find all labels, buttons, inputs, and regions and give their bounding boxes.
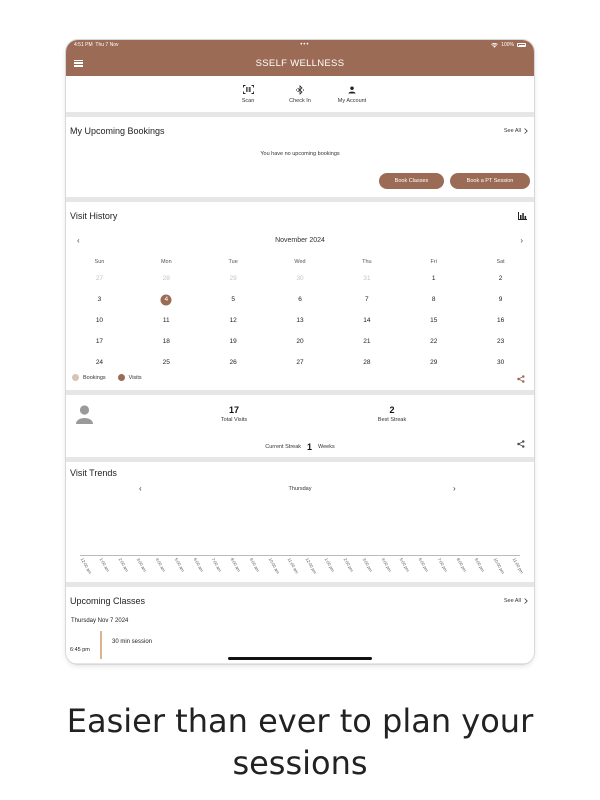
best-streak-stat (362, 405, 422, 423)
calendar-day[interactable] (66, 289, 133, 310)
calendar-day[interactable] (66, 268, 133, 289)
weekday-header (66, 256, 534, 268)
weekday-label: Wed (294, 259, 306, 265)
calendar-day[interactable] (333, 352, 400, 373)
legend-visits-label: Visits (128, 374, 142, 381)
calendar-day[interactable] (400, 289, 467, 310)
calendar-day[interactable] (133, 268, 200, 289)
trend-time-tick: 9:00 am (248, 557, 261, 573)
calendar-day[interactable] (200, 331, 267, 352)
calendar-day[interactable] (467, 289, 534, 310)
legend-visits (118, 374, 142, 381)
trend-time-tick: 12:00 pm (305, 557, 319, 575)
calendar-day[interactable] (467, 352, 534, 373)
calendar-day[interactable] (267, 289, 334, 310)
weekday-label: Mon (160, 259, 172, 265)
visit-history-title: Visit History (70, 211, 118, 221)
share-streak-icon[interactable] (517, 440, 525, 448)
calendar-day[interactable] (200, 310, 267, 331)
legend-bookings-label: Bookings (83, 374, 106, 381)
visit-stats-card (66, 395, 534, 457)
trend-time-tick: 3:00 am (136, 557, 148, 573)
day-number: 18 (162, 338, 170, 345)
day-number: 11 (162, 317, 170, 324)
day-number: 5 (231, 296, 235, 303)
battery-icon (517, 43, 526, 47)
day-number: 3 (97, 296, 102, 303)
current-streak (66, 442, 534, 452)
bookings-swatch (72, 374, 79, 381)
calendar-day[interactable] (400, 268, 467, 289)
calendar-day[interactable] (267, 268, 334, 289)
day-number: 27 (296, 359, 304, 366)
current-streak-unit: Weeks (318, 444, 335, 450)
trend-time-tick: 10:00 am (267, 557, 281, 575)
bluetooth-icon (295, 85, 305, 95)
classes-see-all-link[interactable] (504, 598, 528, 604)
book-pt-session-button[interactable]: Book a PT Session (450, 173, 530, 189)
class-date: Thursday Nov 7 2024 (71, 618, 129, 624)
barcode-scan-icon (243, 85, 254, 94)
trend-time-tick: 1:00 pm (323, 557, 336, 573)
upcoming-classes-title: Upcoming Classes (70, 596, 146, 606)
bookings-see-all-link[interactable] (504, 128, 528, 134)
calendar-week (66, 268, 534, 289)
visit-trends-card (66, 462, 534, 582)
calendar-day[interactable] (400, 310, 467, 331)
calendar-day[interactable] (66, 310, 133, 331)
calendar-day[interactable] (467, 310, 534, 331)
menu-icon[interactable] (74, 60, 83, 67)
trend-time-tick: 2:00 pm (342, 557, 355, 573)
bookings-see-all-label: See All (503, 128, 521, 134)
day-number: 22 (430, 338, 438, 345)
chevron-right-icon (524, 128, 528, 134)
day-number: 6 (298, 296, 302, 303)
trend-time-tick: 1:00 am (98, 557, 111, 573)
app-title: SSELF WELLNESS (255, 57, 345, 69)
calendar-day[interactable] (333, 289, 400, 310)
total-visits-value: 17 (228, 405, 239, 415)
my-account-label: My Account (337, 97, 367, 104)
day-number: 12 (229, 317, 237, 324)
day-number: 21 (363, 338, 371, 345)
wifi-icon (491, 43, 498, 48)
trends-day-label: Thursday (288, 486, 312, 492)
calendar-day[interactable] (133, 310, 200, 331)
legend-bookings (72, 374, 106, 381)
visits-swatch (118, 374, 125, 381)
calendar-day[interactable] (467, 268, 534, 289)
check-in-button[interactable] (280, 85, 320, 104)
calendar-day[interactable] (400, 331, 467, 352)
quick-actions (66, 76, 534, 112)
trend-time-tick: 8:00 pm (455, 557, 468, 573)
class-time: 6:45 pm (70, 647, 90, 653)
day-number: 17 (95, 338, 104, 345)
month-navigation (66, 236, 534, 246)
trend-time-tick: 3:00 pm (361, 557, 374, 573)
total-visits-stat (204, 405, 264, 423)
day-number: 14 (363, 317, 371, 324)
scan-label: Scan (241, 97, 255, 104)
calendar-day[interactable] (333, 268, 400, 289)
day-number: 1 (431, 275, 436, 282)
best-streak-value: 2 (389, 405, 395, 415)
day-number: 8 (431, 296, 436, 303)
my-account-button[interactable] (332, 85, 372, 104)
trend-time-tick: 12:00 am (79, 557, 93, 575)
check-in-label: Check In (289, 97, 311, 104)
day-number: 20 (296, 338, 304, 345)
calendar-day[interactable] (200, 268, 267, 289)
upcoming-bookings-card (66, 117, 534, 197)
trend-time-tick: 11:00 pm (511, 557, 525, 575)
day-number: 7 (365, 296, 369, 303)
current-streak-label: Current Streak (265, 444, 302, 450)
multitask-dots-icon: ••• (300, 42, 310, 48)
upcoming-classes-card (66, 587, 534, 663)
day-number: 26 (229, 359, 237, 366)
trend-time-tick: 10:00 pm (492, 557, 506, 575)
total-visits-label: Total Visits (220, 417, 248, 423)
calendar-day[interactable] (333, 310, 400, 331)
app-bar (66, 50, 534, 76)
status-right (491, 42, 526, 48)
day-number: 28 (162, 275, 170, 282)
day-number: 25 (162, 359, 170, 366)
weekday-label: Thu (362, 259, 372, 265)
calendar-day[interactable] (400, 352, 467, 373)
trend-time-tick: 6:00 am (192, 557, 205, 573)
calendar-day[interactable] (200, 352, 267, 373)
share-icon[interactable] (517, 375, 525, 383)
bar-chart-icon[interactable] (518, 212, 527, 220)
current-streak-value: 1 (307, 442, 313, 452)
status-time: 4:51 PM (74, 42, 93, 48)
trend-time-tick: 4:00 pm (380, 557, 393, 573)
calendar-week (66, 289, 534, 310)
day-number: 2 (498, 275, 503, 282)
calendar-day[interactable] (333, 331, 400, 352)
calendar-legend (72, 374, 142, 381)
no-bookings-message: You have no upcoming bookings (260, 151, 340, 157)
day-number: 16 (496, 317, 505, 324)
visit-trends-title: Visit Trends (70, 468, 117, 478)
month-label: November 2024 (275, 237, 325, 244)
battery-percent: 100% (501, 42, 514, 48)
caption-line-2: sessions (232, 744, 368, 782)
tablet-screen (66, 40, 534, 664)
calendar-day[interactable] (200, 289, 267, 310)
next-month-icon[interactable]: › (520, 236, 523, 245)
trend-time-tick: 4:00 am (154, 557, 167, 573)
day-number: 19 (229, 338, 237, 345)
calendar-day[interactable] (267, 310, 334, 331)
avatar (76, 405, 93, 424)
trend-time-tick: 11:00 am (286, 557, 300, 575)
prev-day-icon[interactable]: ‹ (139, 484, 142, 493)
home-indicator (228, 657, 372, 660)
trend-time-tick: 6:00 pm (417, 557, 430, 573)
calendar-day[interactable] (267, 331, 334, 352)
calendar-day[interactable] (133, 352, 200, 373)
calendar-day[interactable] (467, 331, 534, 352)
trend-time-tick: 8:00 am (229, 557, 242, 573)
class-time-bar (100, 631, 102, 659)
day-number: 29 (229, 275, 237, 282)
trend-time-tick: 5:00 am (173, 557, 186, 573)
trend-time-tick: 2:00 am (117, 557, 130, 573)
day-number: 28 (363, 359, 371, 366)
status-date: Thu 7 Nov (95, 42, 119, 48)
person-icon (348, 86, 356, 94)
calendar-day-visit[interactable] (133, 289, 200, 310)
trend-time-tick: 7:00 pm (436, 557, 449, 573)
calendar-grid (66, 256, 534, 373)
calendar-day[interactable] (267, 352, 334, 373)
calendar-week (66, 331, 534, 352)
calendar-week (66, 352, 534, 373)
day-number: 15 (430, 317, 438, 324)
weekday-label: Fri (430, 259, 437, 265)
scan-button[interactable] (228, 85, 268, 104)
trends-x-axis (80, 555, 520, 556)
day-number: 30 (496, 359, 505, 366)
trend-time-tick: 5:00 pm (398, 557, 411, 573)
day-number: 13 (296, 317, 304, 324)
day-number: 29 (430, 359, 438, 366)
weekday-label: Sat (496, 259, 505, 265)
class-session-name[interactable]: 30 min session (112, 639, 153, 645)
calendar-day[interactable] (66, 352, 133, 373)
weekday-label: Sun (94, 259, 105, 265)
next-day-icon[interactable]: › (453, 484, 456, 493)
classes-see-all-label: See All (503, 598, 521, 604)
bookings-title: My Upcoming Bookings (70, 126, 165, 136)
status-time-date (74, 42, 118, 48)
status-bar (66, 40, 534, 50)
trend-time-tick: 7:00 am (211, 557, 224, 573)
caption-line-1: Easier than ever to plan your (66, 702, 534, 740)
day-number: 24 (95, 359, 104, 366)
day-number: 9 (498, 296, 503, 303)
day-number: 27 (95, 275, 104, 282)
day-number: 23 (496, 338, 505, 345)
visit-history-card (66, 202, 534, 390)
day-number: 31 (363, 275, 371, 282)
day-number: 10 (95, 317, 104, 324)
best-streak-label: Best Streak (377, 417, 407, 423)
trend-time-tick: 9:00 pm (474, 557, 486, 573)
calendar-day[interactable] (66, 331, 133, 352)
weekday-label: Tue (228, 259, 238, 265)
chevron-right-icon (524, 598, 528, 604)
book-classes-button[interactable]: Book Classes (379, 173, 444, 189)
prev-month-icon[interactable]: ‹ (77, 236, 80, 245)
marketing-caption (0, 700, 600, 784)
day-number: 30 (296, 275, 304, 282)
calendar-day[interactable] (133, 331, 200, 352)
day-number: 4 (164, 296, 169, 303)
calendar-week (66, 310, 534, 331)
